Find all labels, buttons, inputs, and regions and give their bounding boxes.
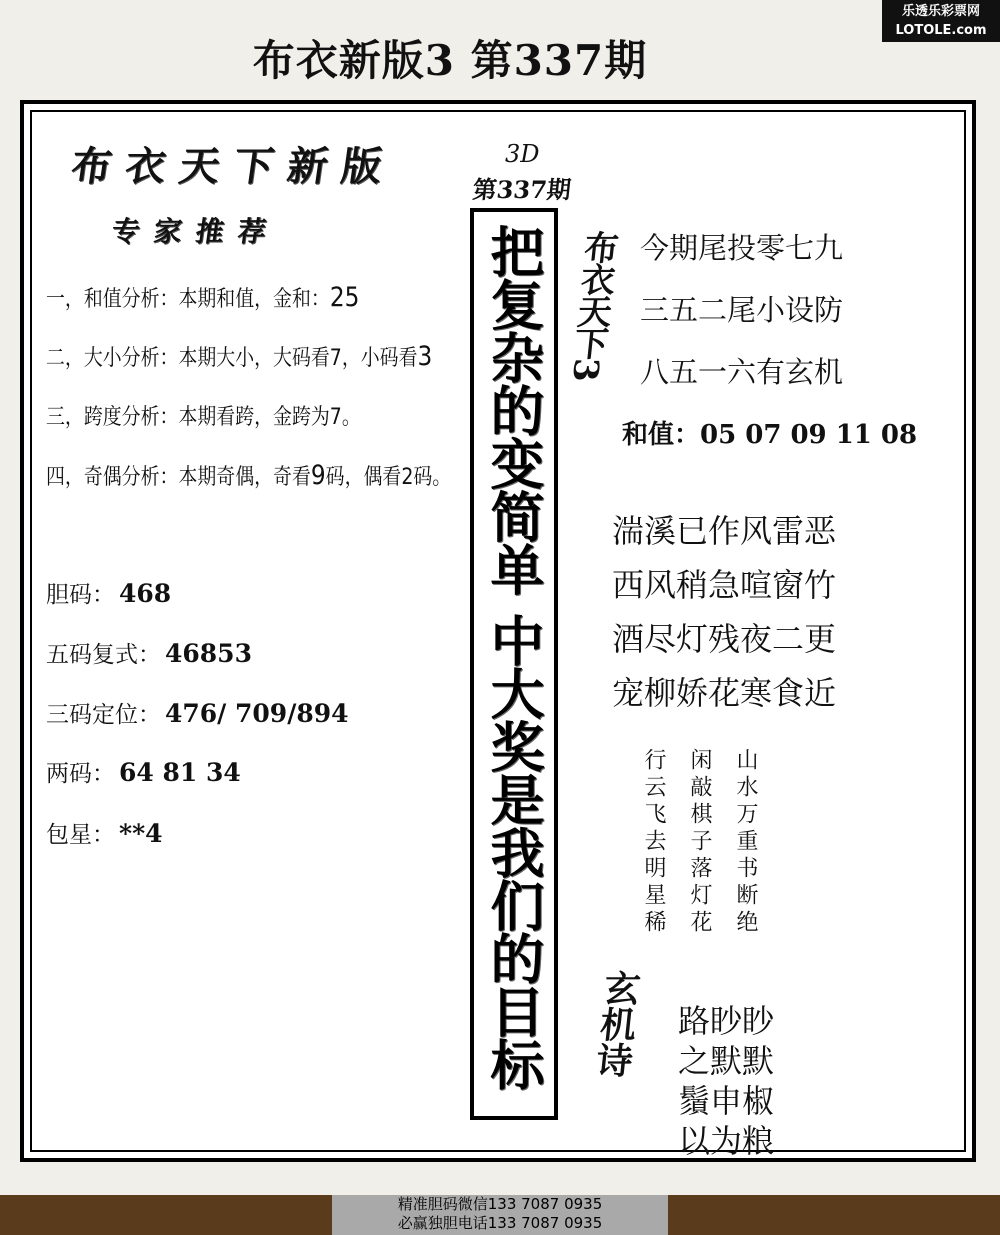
contact-box xyxy=(332,1195,668,1235)
pick-dan xyxy=(46,576,171,609)
vertical-column: 闲敲棋子落灯花 xyxy=(687,748,712,937)
verse-line: 宠柳娇花寒食近 xyxy=(612,674,837,712)
pick-label: 胆码： xyxy=(46,582,115,608)
pick-position xyxy=(46,696,349,729)
mystic-line: 以为粮 xyxy=(678,1122,775,1160)
analysis-label: 三，跨度分析：本期看跨，金跨为7。 xyxy=(46,405,361,430)
analysis-value: 25 xyxy=(329,282,360,313)
pick-label: 包星： xyxy=(46,822,115,848)
page-title: 布衣新版3 第337期 xyxy=(252,36,648,85)
brand-title: 布衣天下新版 xyxy=(68,143,399,190)
verse-line: 酒尽灯残夜二更 xyxy=(612,620,837,658)
vertical-column: 山水万重书断绝 xyxy=(733,748,758,937)
poem-line: 八五一六有玄机 xyxy=(640,355,844,389)
expert-subtitle: 专家推荐 xyxy=(109,215,283,248)
analysis-value: 9 xyxy=(310,460,326,491)
brand-vertical: 布衣天下3 xyxy=(564,230,620,380)
mystic-line: 之默默 xyxy=(678,1042,775,1080)
site-watermark xyxy=(882,0,1000,42)
pick-value: **4 xyxy=(119,819,163,848)
poem-line: 今期尾投零七九 xyxy=(640,231,844,265)
pick-two xyxy=(46,755,241,788)
contact-phone: 必赢独胆电话133 7087 0935 xyxy=(397,1214,603,1232)
sum-values: 和值：05 07 09 11 08 xyxy=(622,420,918,450)
analysis-size xyxy=(46,341,432,372)
slogan-box xyxy=(470,208,558,1120)
pick-value: 46853 xyxy=(165,639,252,668)
pick-five xyxy=(46,636,252,669)
analysis-label: 四，奇偶分析：本期奇偶，奇看 xyxy=(46,465,311,490)
analysis-suffix: 码，偶看2码。 xyxy=(325,465,452,490)
analysis-odd-even xyxy=(46,460,451,491)
pick-value: 64 81 34 xyxy=(119,758,241,787)
mystic-poem-label: 玄机诗 xyxy=(589,970,643,1078)
pick-label: 两码： xyxy=(46,761,115,787)
pick-label: 三码定位： xyxy=(46,702,161,728)
slogan-text: 把复杂的变简单 中大奖是我们的目标 xyxy=(482,224,546,1090)
analysis-label: 二，大小分析：本期大小，大码看7，小码看 xyxy=(46,346,418,371)
poem-line: 三五二尾小设防 xyxy=(640,293,844,327)
pick-label: 五码复式： xyxy=(46,642,161,668)
analysis-label: 一，和值分析：本期和值，金和： xyxy=(46,287,330,312)
pick-value: 476/ 709/894 xyxy=(165,699,349,728)
pick-star xyxy=(46,816,163,849)
watermark-en: LOTOLE.com xyxy=(895,23,987,38)
tag-3d: 3D xyxy=(505,140,540,168)
analysis-sum xyxy=(46,282,359,313)
watermark-cn: 乐透乐彩票网 xyxy=(901,4,980,19)
analysis-value: 3 xyxy=(417,341,433,372)
mystic-line: 路眇眇 xyxy=(678,1002,775,1040)
verse-line: 湍溪已作风雷恶 xyxy=(612,512,837,550)
pick-value: 468 xyxy=(119,579,172,608)
mystic-line: 鬚申椒 xyxy=(678,1082,775,1120)
vertical-column: 行云飞去明星稀 xyxy=(641,748,666,937)
analysis-span xyxy=(46,400,361,431)
contact-wechat: 精准胆码微信133 7087 0935 xyxy=(397,1195,603,1213)
issue-number: 第337期 xyxy=(471,175,573,204)
verse-line: 西风稍急喧窗竹 xyxy=(612,566,837,604)
